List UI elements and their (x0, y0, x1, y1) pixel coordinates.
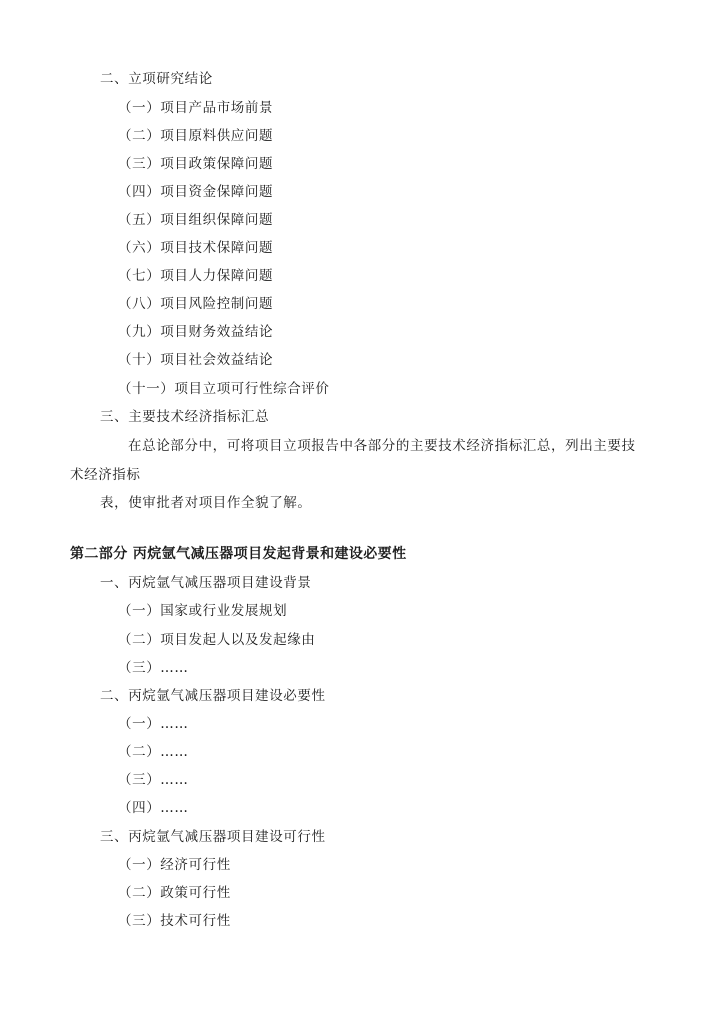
list-item: （二）项目发起人以及发起缘由 (118, 632, 316, 648)
list-item: （六）项目技术保障问题 (118, 240, 274, 256)
list-item: （一）项目产品市场前景 (118, 100, 274, 116)
section-heading: 三、丙烷氩气减压器项目建设可行性 (100, 829, 326, 845)
list-item: （十）项目社会效益结论 (118, 352, 274, 368)
list-item: （三）…… (118, 660, 189, 676)
list-item: （三）项目政策保障问题 (118, 156, 274, 172)
list-item: （三）…… (118, 772, 189, 788)
list-item: （三）技术可行性 (118, 913, 231, 929)
list-item: （一）经济可行性 (118, 857, 231, 873)
paragraph-line: 术经济指标 (70, 467, 141, 483)
list-item: （八）项目风险控制问题 (118, 296, 274, 312)
part-title: 第二部分 丙烷氩气减压器项目发起背景和建设必要性 (70, 546, 407, 562)
section-heading: 二、立项研究结论 (100, 71, 213, 87)
list-item: （七）项目人力保障问题 (118, 268, 274, 284)
list-item: （二）项目原料供应问题 (118, 128, 274, 144)
list-item: （四）项目资金保障问题 (118, 184, 274, 200)
list-item: （二）政策可行性 (118, 885, 231, 901)
section-heading: 二、丙烷氩气减压器项目建设必要性 (100, 688, 326, 704)
section-heading: 一、丙烷氩气减压器项目建设背景 (100, 575, 312, 591)
list-item: （一）国家或行业发展规划 (118, 603, 288, 619)
list-item: （二）…… (118, 744, 189, 760)
list-item: （十一）项目立项可行性综合评价 (118, 381, 330, 397)
paragraph-line: 在总论部分中，可将项目立项报告中各部分的主要技术经济指标汇总，列出主要技 (128, 438, 636, 454)
list-item: （四）…… (118, 800, 189, 816)
list-item: （五）项目组织保障问题 (118, 212, 274, 228)
list-item: （九）项目财务效益结论 (118, 324, 274, 340)
list-item: （一）…… (118, 716, 189, 732)
paragraph-line: 表，使审批者对项目作全貌了解。 (100, 495, 312, 511)
section-heading: 三、主要技术经济指标汇总 (100, 409, 270, 425)
